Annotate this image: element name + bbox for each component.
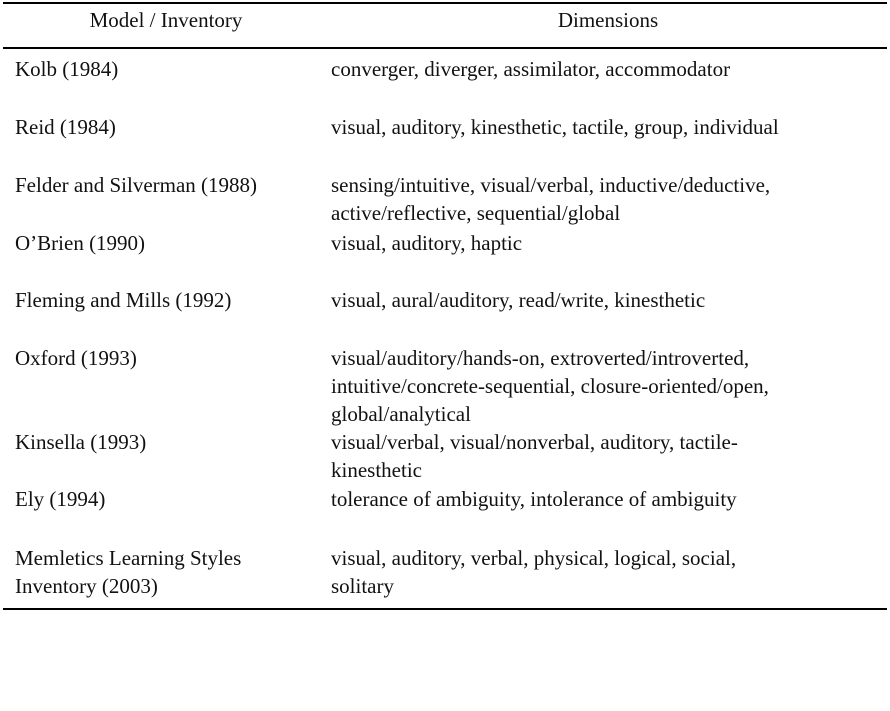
- table-row: [3, 544, 887, 608]
- dimensions-cell: [319, 229, 887, 286]
- table-row: [3, 55, 887, 113]
- model-text: Fleming and Mills (1992): [15, 288, 232, 312]
- dimensions-text: visual/auditory/hands-on, extroverted/introverted,: [331, 346, 750, 370]
- dimensions-text: visual, auditory, verbal, physical, logical, social,: [331, 546, 737, 570]
- dimensions-cell: [319, 344, 887, 428]
- dimensions-cell: [319, 428, 887, 485]
- dimensions-text: intuitive/concrete-sequential, closure-oriented/open,: [331, 374, 769, 398]
- dimensions-cell: [319, 171, 887, 229]
- model-cell: [3, 229, 319, 286]
- table-bottom-rule: [3, 608, 887, 610]
- dimensions-text: sensing/intuitive, visual/verbal, inductive/deductive,: [331, 173, 771, 197]
- model-cell: [3, 485, 319, 544]
- dimensions-text: tolerance of ambiguity, intolerance of ambiguity: [331, 487, 737, 511]
- table-row: [3, 344, 887, 428]
- model-text: Inventory (2003): [15, 574, 158, 598]
- model-cell: [3, 55, 319, 113]
- dimensions-text: visual, auditory, haptic: [331, 231, 523, 255]
- model-text: Ely (1994): [15, 487, 106, 511]
- dimensions-cell: [319, 485, 887, 544]
- model-text: Memletics Learning Styles: [15, 546, 242, 570]
- dimensions-text: solitary: [331, 574, 394, 598]
- header-dimensions: Dimensions: [557, 8, 659, 32]
- dimensions-text: converger, diverger, assimilator, accommodator: [331, 57, 731, 81]
- table-row: [3, 286, 887, 344]
- dimensions-text: global/analytical: [331, 402, 471, 426]
- dimensions-cell: [319, 286, 887, 344]
- model-text: Oxford (1993): [15, 346, 137, 370]
- table-row: [3, 229, 887, 286]
- dimensions-text: visual, auditory, kinesthetic, tactile, group, individual: [331, 115, 779, 139]
- model-cell: [3, 344, 319, 428]
- dimensions-text: active/reflective, sequential/global: [331, 201, 621, 225]
- dimensions-cell: [319, 113, 887, 171]
- dimensions-cell: [319, 55, 887, 113]
- dimensions-text: kinesthetic: [331, 458, 422, 482]
- table-row: [3, 113, 887, 171]
- model-cell: [3, 428, 319, 485]
- model-cell: [3, 113, 319, 171]
- model-cell: [3, 171, 319, 229]
- learning-styles-table: [3, 0, 887, 610]
- model-text: O’Brien (1990): [15, 231, 146, 255]
- dimensions-text: visual/verbal, visual/nonverbal, auditory, tactile-: [331, 430, 738, 454]
- header-model: Model / Inventory: [89, 8, 243, 32]
- model-text: Reid (1984): [15, 115, 116, 139]
- model-cell: [3, 544, 319, 608]
- model-text: Felder and Silverman (1988): [15, 173, 258, 197]
- table-row: [3, 428, 887, 485]
- table-row: [3, 485, 887, 544]
- model-text: Kolb (1984): [15, 57, 119, 81]
- model-text: Kinsella (1993): [15, 430, 147, 454]
- table-header: [3, 4, 887, 47]
- table-row: [3, 171, 887, 229]
- table-body: [3, 49, 887, 608]
- model-cell: [3, 286, 319, 344]
- dimensions-cell: [319, 544, 887, 608]
- dimensions-text: visual, aural/auditory, read/write, kinesthetic: [331, 288, 706, 312]
